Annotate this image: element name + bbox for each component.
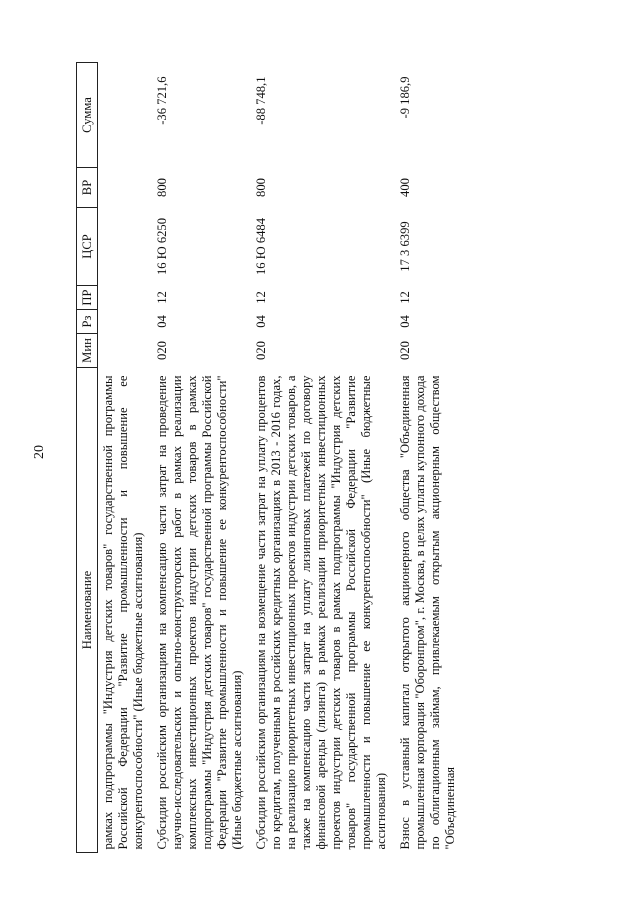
row-rz: 04 (254, 315, 268, 328)
row-csr: 16 Ю 6250 (155, 217, 169, 276)
row-name: Взнос в уставный капитал открытого акционерного общества "Объединенная промышленная корпорация "Оборонпром", г. Москва, в целях уплаты купонного дохода по облигационным займам, привлекаемым открытым акционерным обществом "Объединенная (398, 375, 457, 850)
row-rz: 04 (398, 315, 412, 328)
row-rz: 04 (155, 315, 169, 328)
header-name: Наименование (77, 368, 98, 853)
row-vr: 800 (254, 178, 268, 197)
page-number: 20 (32, 445, 47, 459)
row-min: 020 (155, 341, 169, 360)
row-name: Субсидии российским организациям на возмещение части затрат на уплату процентов по кредитам, полученным в российских кредитных организациях в 2013 - 2016 годах, на реализацию приоритетных инвестиционных проектов индустрии детских товаров, а также на компенсацию части затрат на уплату лизинговых платежей по договору финансовой аренды (лизинга) в рамках реализации приоритетных инвестиционных проектов индустрии детских товаров в рамках подпрограммы "Индустрия детских товаров" государственной программы Российской Федерации "Развитие промышленности и повышение ее конкурентоспособности" (Иные бюджетные ассигнования) (254, 375, 388, 850)
row-vr (98, 168, 153, 208)
table-row (98, 63, 153, 853)
row-rz (98, 310, 153, 334)
row-pr: 12 (155, 291, 169, 304)
budget-table (76, 62, 464, 853)
table-row (395, 63, 464, 853)
row-min: 020 (398, 341, 412, 360)
header-min: Мин (77, 334, 98, 368)
row-sum: -36 721,6 (155, 76, 169, 125)
row-pr: 12 (398, 291, 412, 304)
row-sum (98, 63, 153, 168)
header-pr: ПР (77, 286, 98, 310)
table-header-row (77, 63, 98, 853)
row-min: 020 (254, 341, 268, 360)
header-rz: Рз (77, 310, 98, 334)
table-row (251, 63, 395, 853)
budget-table-sheet (76, 63, 636, 853)
table-row (152, 63, 251, 853)
row-csr: 16 Ю 6484 (254, 217, 268, 276)
header-csr: ЦСР (77, 208, 98, 286)
row-csr (98, 208, 153, 286)
row-vr: 400 (398, 178, 412, 197)
row-name: Субсидии российским организациям на компенсацию части затрат на проведение научно-исследовательских и опытно-конструкторских работ в рамках реализации комплексных инвестиционных проектов индустрии детских товаров в рамках подпрограммы "Индустрия детских товаров" государственной программы Российской Федерации "Развитие промышленности и повышение ее конкурентоспособности" (Иные бюджетные ассигнования) (155, 375, 244, 850)
header-sum: Сумма (77, 63, 98, 168)
row-pr (98, 286, 153, 310)
row-vr: 800 (155, 178, 169, 197)
row-min (98, 334, 153, 368)
row-sum: -88 748,1 (254, 76, 268, 125)
header-vr: ВР (77, 168, 98, 208)
row-pr: 12 (254, 291, 268, 304)
row-name: рамках подпрограммы "Индустрия детских товаров" государственной программы Российской Федерации "Развитие промышленности и повышение ее конкурентоспособности" (Иные бюджетные ассигнования) (101, 375, 145, 850)
row-csr: 17 3 6399 (398, 221, 412, 272)
row-sum: -9 186,9 (398, 76, 412, 119)
